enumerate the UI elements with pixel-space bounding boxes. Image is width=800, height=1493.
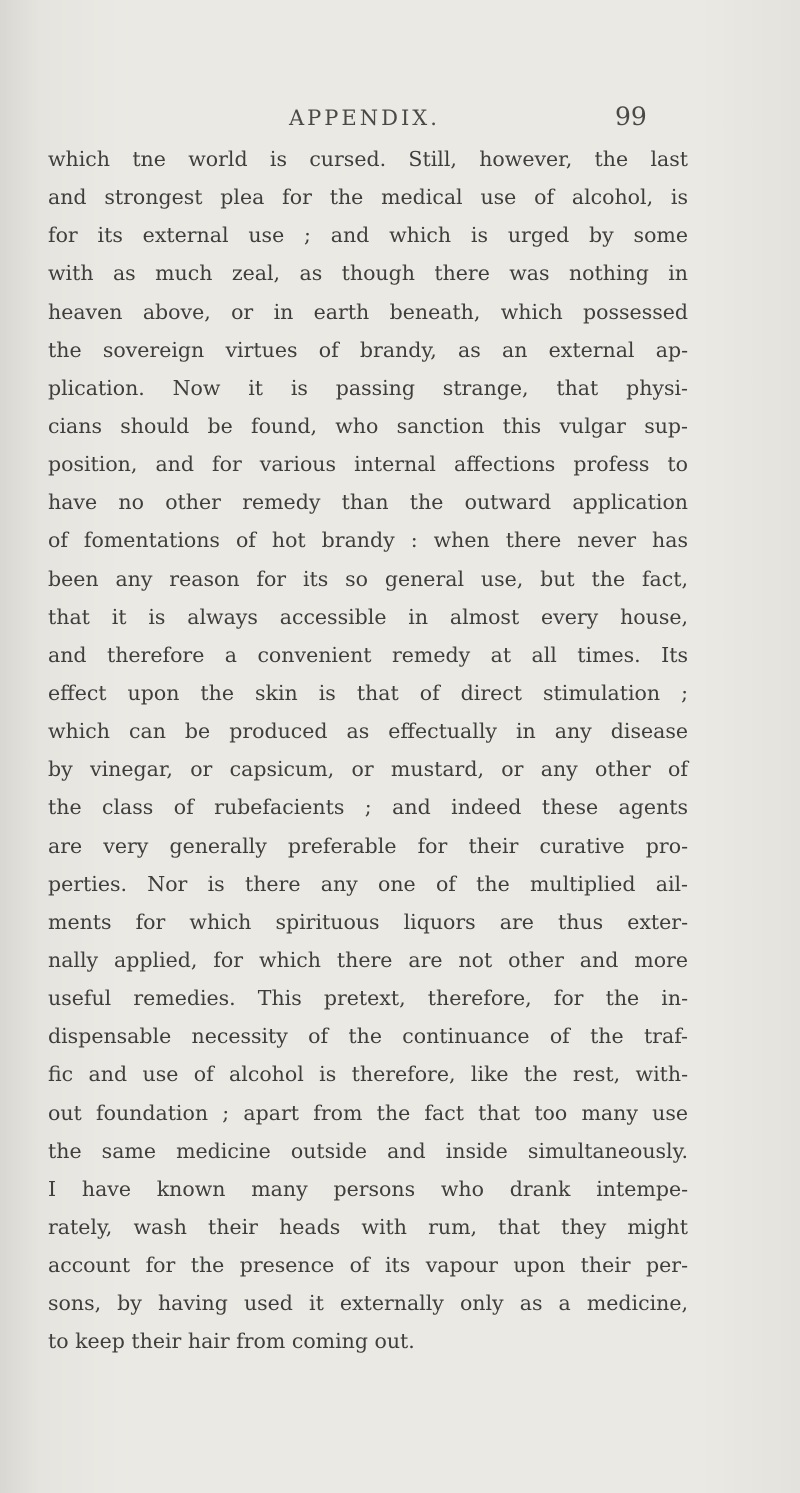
text-line: have no other remedy than the outward application: [48, 490, 688, 515]
text-line: to keep their hair from coming out.: [48, 1329, 415, 1354]
text-line: which tne world is cursed. Still, however, the last: [48, 147, 688, 171]
text-line: perties. Nor is there any one of the multiplied ail-: [48, 871, 688, 896]
text-line: been any reason for its so general use, but the fact,: [48, 566, 688, 591]
text-line: account for the presence of its vapour upon their per-: [48, 1253, 688, 1278]
page-number: 99: [615, 102, 647, 131]
text-line: of fomentations of hot brandy : when there never has: [48, 528, 688, 553]
text-line: are very generally preferable for their curative pro-: [48, 833, 688, 858]
text-line: dispensable necessity of the continuance of the traf-: [48, 1024, 688, 1049]
text-line: the class of rubefacients ; and indeed these agents: [48, 795, 688, 820]
text-line: out foundation ; apart from the fact that too many use: [48, 1100, 688, 1125]
text-line: position, and for various internal affections profess to: [48, 452, 688, 477]
text-line: sons, by having used it externally only as a medicine,: [48, 1291, 688, 1316]
body-text: [48, 140, 688, 1361]
text-line: the same medicine outside and inside simultaneously.: [48, 1138, 688, 1163]
text-line: effect upon the skin is that of direct stimulation ;: [48, 680, 688, 705]
text-line: fic and use of alcohol is therefore, like the rest, with-: [48, 1062, 688, 1087]
text-line: with as much zeal, as though there was nothing in: [48, 261, 688, 286]
text-line: and strongest plea for the medical use of alcohol, is: [48, 185, 688, 210]
text-line: which can be produced as effectually in any disease: [48, 719, 688, 744]
text-line: useful remedies. This pretext, therefore, for the in-: [48, 986, 688, 1011]
text-line: that it is always accessible in almost every house,: [48, 604, 688, 629]
text-line: cians should be found, who sanction this vulgar sup-: [48, 413, 688, 438]
text-line: rately, wash their heads with rum, that they might: [48, 1214, 688, 1239]
text-line: the sovereign virtues of brandy, as an external ap-: [48, 337, 688, 362]
text-line: and therefore a convenient remedy at all times. Its: [48, 642, 688, 667]
running-head: APPENDIX.: [289, 106, 440, 130]
text-line: nally applied, for which there are not other and more: [48, 947, 688, 972]
text-line: for its external use ; and which is urged by some: [48, 223, 688, 248]
text-line: heaven above, or in earth beneath, which possessed: [48, 299, 688, 324]
text-line: by vinegar, or capsicum, or mustard, or any other of: [48, 757, 688, 782]
text-line: ments for which spirituous liquors are thus exter-: [48, 909, 688, 934]
text-line: I have known many persons who drank intempe-: [48, 1176, 688, 1201]
text-line: plication. Now it is passing strange, that physi-: [48, 375, 688, 400]
page-header: [0, 100, 800, 140]
